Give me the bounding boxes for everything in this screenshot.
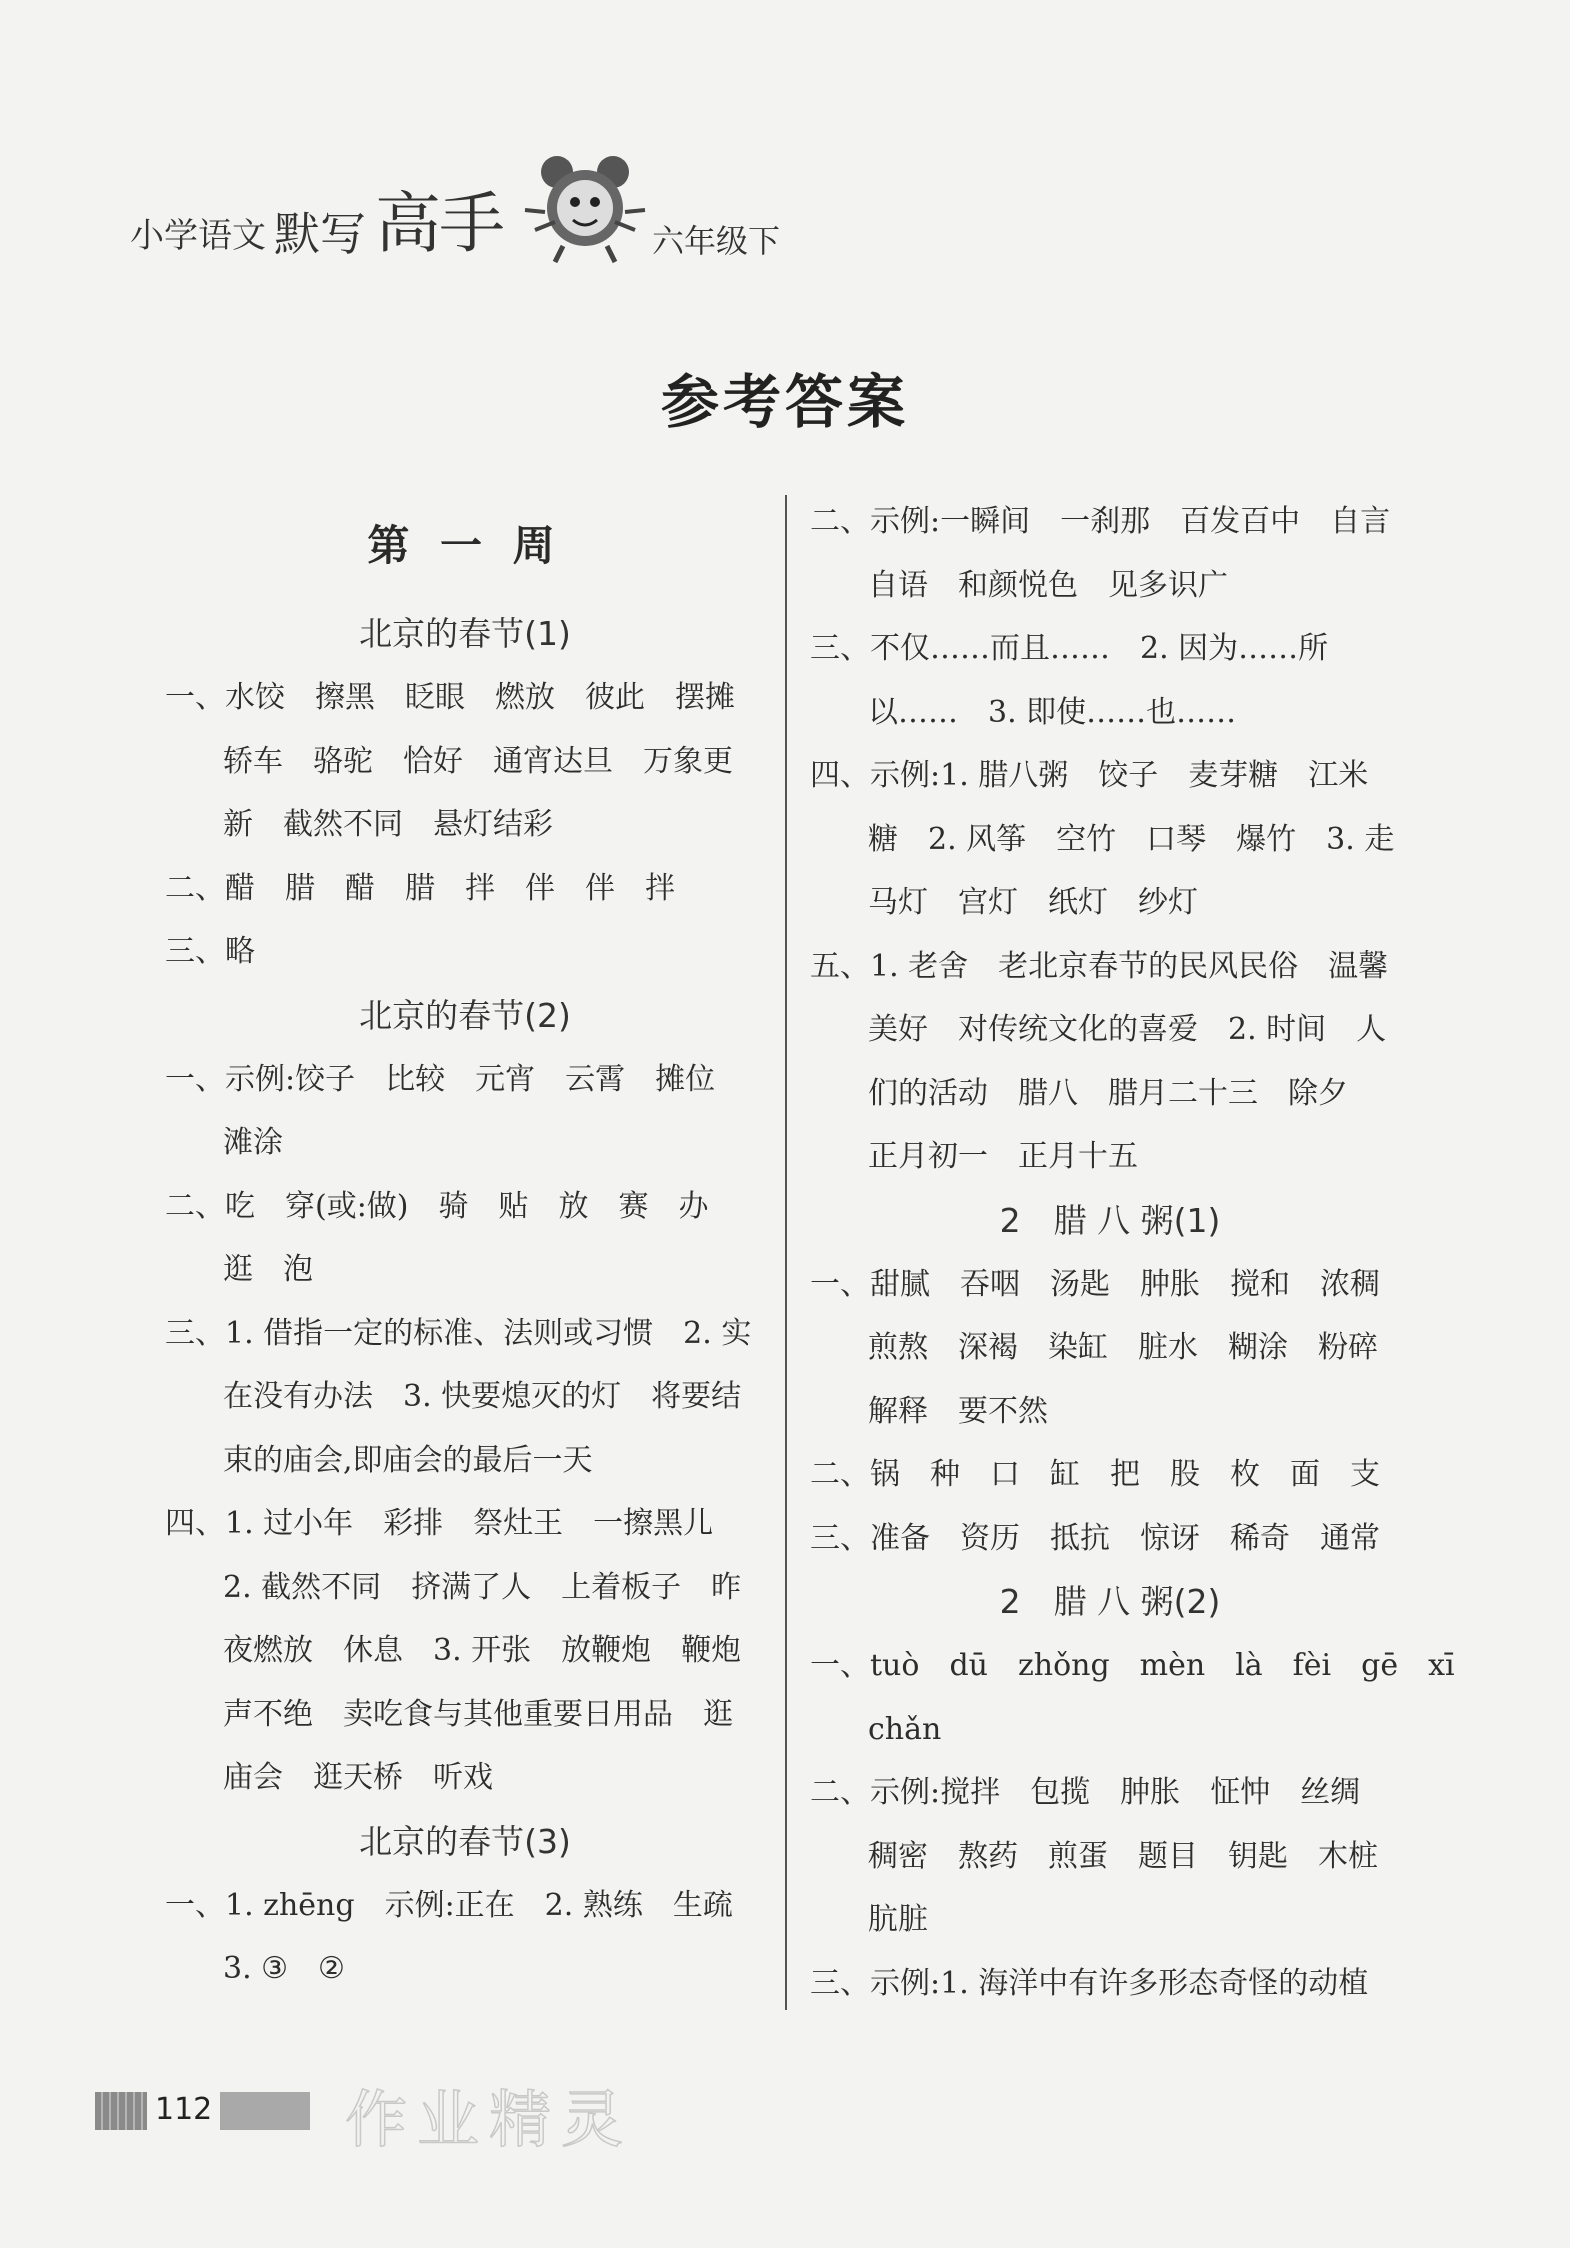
answer-line: 新 截然不同 悬灯结彩 xyxy=(223,807,553,842)
answer-line: 夜燃放 休息 3. 开张 放鞭炮 鞭炮 xyxy=(223,1633,742,1668)
answer-line: 滩涂 xyxy=(223,1125,283,1160)
section-title: 北京的春节(1) xyxy=(359,614,571,653)
footer-bar-left xyxy=(95,2092,147,2130)
section-title: 2 腊 八 粥(2) xyxy=(999,1582,1221,1621)
answer-line: 庙会 逛天桥 听戏 xyxy=(223,1760,493,1795)
page-number: 112 xyxy=(155,2092,213,2127)
answer-line: 自语 和颜悦色 见多识广 xyxy=(868,567,1228,603)
answer-line: 四、1. 过小年 彩排 祭灶王 一擦黑儿 xyxy=(165,1506,714,1541)
watermark: 作业精灵 xyxy=(345,2083,634,2156)
answer-line: 束的庙会,即庙会的最后一天 xyxy=(223,1442,593,1478)
answer-line: 2. 截然不同 挤满了人 上着板子 昨 xyxy=(223,1569,742,1605)
answer-line: 美好 对传统文化的喜爱 2. 时间 人 xyxy=(868,1012,1387,1047)
answer-line: 二、锅 种 口 缸 把 股 枚 面 支 xyxy=(810,1457,1380,1492)
page-footer xyxy=(95,2088,335,2132)
answer-line: 声不绝 卖吃食与其他重要日用品 逛 xyxy=(223,1696,733,1732)
section-title: 北京的春节(2) xyxy=(359,995,571,1035)
answer-line: chǎn xyxy=(868,1711,942,1747)
page-title: 参考答案 xyxy=(660,368,909,436)
right-column xyxy=(810,490,1455,2015)
brand-big: 高手 xyxy=(375,185,503,262)
answer-line: 糖 2. 风筝 空竹 口琴 爆竹 3. 走 xyxy=(868,821,1395,857)
answer-line: 马灯 宫灯 纸灯 纱灯 xyxy=(868,885,1198,920)
answer-line: 轿车 骆驼 恰好 通宵达旦 万象更 xyxy=(223,743,733,779)
answer-line: 三、不仅……而且…… 2. 因为……所 xyxy=(810,631,1329,666)
footer-bar-right xyxy=(220,2092,310,2130)
alarm-clock-mascot-icon xyxy=(515,150,655,265)
answer-line: 正月初一 正月十五 xyxy=(868,1139,1138,1174)
grade-label: 六年级下 xyxy=(652,222,781,260)
answer-line: 一、tuò dū zhǒng mèn là fèi gē xī xyxy=(810,1648,1455,1683)
answer-line: 肮脏 xyxy=(868,1902,928,1937)
answer-line: 稠密 熬药 煎蛋 题目 钥匙 木桩 xyxy=(868,1838,1378,1874)
answer-line: 四、示例:1. 腊八粥 饺子 麦芽糖 江米 xyxy=(810,758,1369,793)
answer-line: 二、示例:搅拌 包揽 肿胀 怔忡 丝绸 xyxy=(810,1775,1361,1810)
answer-line: 三、1. 借指一定的标准、法则或习惯 2. 实 xyxy=(165,1315,752,1351)
brand-small: 小学语文 xyxy=(130,216,266,256)
answer-line: 二、吃 穿(或:做) 骑 贴 放 赛 办 xyxy=(165,1188,709,1224)
answer-line: 五、1. 老舍 老北京春节的民风民俗 温馨 xyxy=(810,948,1389,984)
answer-line: 三、示例:1. 海洋中有许多形态奇怪的动植 xyxy=(810,1965,1369,2001)
answer-line: 3. ③ ② xyxy=(223,1951,345,1986)
answer-line: 一、示例:饺子 比较 元宵 云霄 摊位 xyxy=(165,1061,716,1097)
answer-line: 三、准备 资历 抵抗 惊讶 稀奇 通常 xyxy=(810,1520,1380,1556)
header xyxy=(130,150,930,270)
column-divider xyxy=(785,495,787,2010)
answer-line: 二、醋 腊 醋 腊 拌 伴 伴 拌 xyxy=(165,870,675,906)
section-title: 北京的春节(3) xyxy=(359,1821,571,1861)
answer-line: 以…… 3. 即使……也…… xyxy=(868,694,1237,730)
section-title: 2 腊 八 粥(1) xyxy=(999,1200,1221,1240)
answer-line: 二、示例:一瞬间 一刹那 百发百中 自言 xyxy=(810,504,1391,539)
week-heading: 第 一 周 xyxy=(367,521,563,570)
answer-line: 一、1. zhēng 示例:正在 2. 熟练 生疏 xyxy=(165,1887,733,1923)
answer-line: 解释 要不然 xyxy=(868,1393,1048,1429)
left-column xyxy=(165,490,765,2001)
answer-line: 们的活动 腊八 腊月二十三 除夕 xyxy=(868,1075,1348,1111)
brand-mid: 默写 xyxy=(274,207,366,261)
answer-line: 一、水饺 擦黑 眨眼 燃放 彼此 摆摊 xyxy=(165,680,735,715)
answer-line: 在没有办法 3. 快要熄灭的灯 将要结 xyxy=(223,1379,742,1414)
answer-line: 煎熬 深褐 染缸 脏水 糊涂 粉碎 xyxy=(868,1330,1378,1365)
answer-line: 逛 泡 xyxy=(223,1252,313,1287)
answer-line: 一、甜腻 吞咽 汤匙 肿胀 搅和 浓稠 xyxy=(810,1266,1380,1302)
answer-line: 三、略 xyxy=(165,934,255,969)
